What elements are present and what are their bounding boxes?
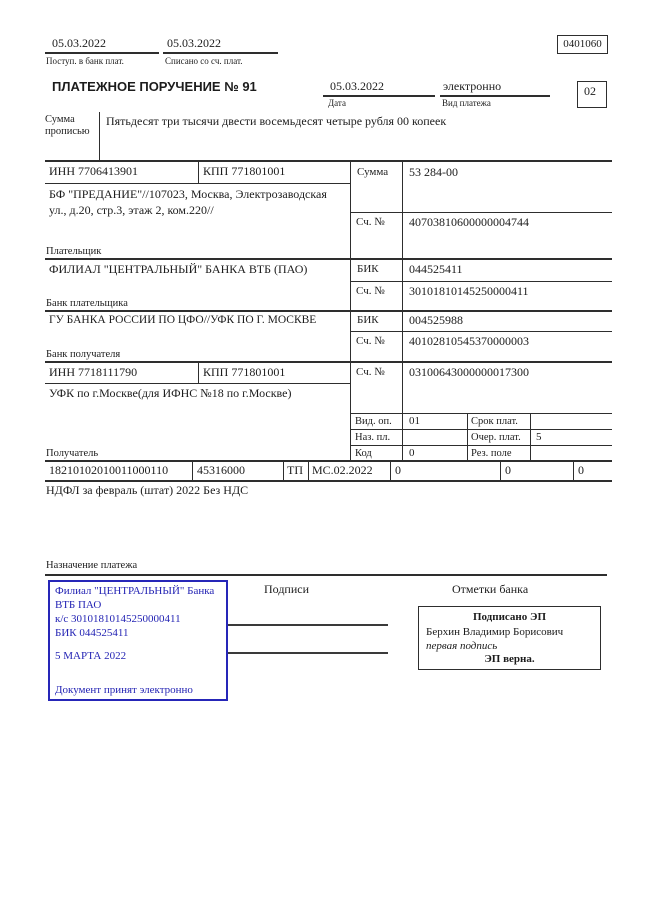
section-border-beneficiary [45, 460, 612, 462]
tax-row-divider-1 [192, 462, 193, 480]
payer-bank-label: Банк плательщика [46, 298, 128, 309]
payment-kind-value: электронно [443, 79, 502, 93]
section-border-payer-bank [45, 310, 612, 312]
section-border-purpose [45, 574, 607, 576]
tax-row-divider-4 [390, 462, 391, 480]
received-in-bank-label: Поступ. в банк плат. [46, 56, 124, 66]
amount-words-divider [99, 112, 100, 161]
inn-kpp-divider-beneficiary [198, 363, 199, 383]
beneficiary-bank-bik-label: БИК [357, 314, 379, 326]
payer-status-box: 02 [577, 81, 607, 108]
payer-name: БФ "ПРЕДАНИЕ"//107023, Москва, Электрозаводская ул., д.20, стр.3, этаж 2, ком.220// [49, 187, 327, 217]
inn-row-border-beneficiary [45, 383, 350, 384]
beneficiary-account-label: Сч. № [356, 366, 385, 378]
reserve-field-label: Рез. поле [471, 448, 512, 459]
beneficiary-label: Получатель [46, 448, 99, 459]
tax-row-doc-number: 0 [395, 463, 401, 477]
beneficiary-name: УФК по г.Москве(для ИФНС №18 по г.Москве) [49, 386, 292, 400]
beneficiary-bank-label: Банк получателя [46, 349, 121, 360]
inn-row-border-payer [45, 183, 350, 184]
beneficiary-bank-row-divider [350, 331, 612, 332]
esign-verified-note: ЭП верна. [484, 653, 535, 665]
payer-bank-bik-value: 044525411 [409, 262, 463, 276]
tax-row-doc-date: 0 [505, 463, 511, 477]
payment-kind-underline [440, 95, 550, 97]
payer-bank-account-value: 30101810145250000411 [409, 284, 529, 298]
tax-row-period: МС.02.2022 [312, 463, 373, 477]
order-of-payment-label: Очер. плат. [471, 432, 521, 443]
tax-row-divider-3 [308, 462, 309, 480]
beneficiary-bank-account-value: 40102810545370000003 [409, 334, 529, 348]
payer-kpp: КПП 771801001 [203, 164, 286, 178]
tax-row-divider-5 [500, 462, 501, 480]
due-date-label: Срок плат. [471, 416, 518, 427]
payer-account-value: 40703810600000004744 [409, 215, 529, 229]
stamp-date: 5 МАРТА 2022 [55, 650, 127, 662]
tax-row-kbk: 18210102010011000110 [49, 463, 169, 477]
sum-label: Сумма [357, 166, 389, 178]
beneficiary-kpp: КПП 771801001 [203, 365, 286, 379]
payer-bank-account-label: Сч. № [356, 285, 385, 297]
op-type-value: 01 [409, 415, 420, 427]
stamp-bik: БИК 044525411 [55, 627, 129, 639]
inn-kpp-divider-payer [198, 162, 199, 183]
op-type-label: Вид. оп. [355, 416, 392, 427]
section-border-beneficiary-bank [45, 361, 612, 363]
grid-vline-2 [530, 413, 531, 460]
section-border-tax-row [45, 480, 612, 482]
bank-stamp-box [48, 580, 228, 701]
amount-words-label: Сумма прописью [45, 114, 90, 138]
section-border-payer [45, 258, 612, 260]
payer-bank-name: ФИЛИАЛ "ЦЕНТРАЛЬНЫЙ" БАНКА ВТБ (ПАО) [49, 262, 308, 276]
grid-hline-2 [350, 429, 612, 430]
payment-purpose-text: НДФЛ за февраль (штат) 2022 Без НДС [46, 483, 249, 497]
sum-account-divider [350, 212, 612, 213]
payer-label: Плательщик [46, 246, 102, 257]
grid-hline-3 [350, 445, 612, 446]
beneficiary-bank-name: ГУ БАНКА РОССИИ ПО ЦФО//УФК ПО Г. МОСКВЕ [49, 314, 317, 326]
signature-line-2 [228, 652, 388, 654]
electronic-signature-box [418, 606, 601, 670]
grid-vline-1 [467, 413, 468, 460]
stamp-corr-account: к/с 30101810145250000411 [55, 613, 181, 625]
tax-row-oktmo: 45316000 [197, 463, 245, 477]
tax-row-divider-2 [283, 462, 284, 480]
debited-date: 05.03.2022 [167, 36, 221, 50]
pay-purpose-code-label: Наз. пл. [355, 432, 391, 443]
beneficiary-bank-bik-value: 004525988 [409, 313, 463, 327]
payer-bank-bik-label: БИК [357, 263, 379, 275]
document-date: 05.03.2022 [330, 79, 384, 93]
tax-row-basis: ТП [287, 463, 303, 477]
code-label: Код [355, 448, 372, 459]
esign-signature-role: первая подпись [426, 640, 498, 652]
beneficiary-bank-account-label: Сч. № [356, 335, 385, 347]
form-code-box: 0401060 [557, 35, 608, 54]
payment-kind-label: Вид платежа [442, 98, 491, 108]
date-label: Дата [328, 98, 346, 108]
debited-label: Списано со сч. плат. [165, 56, 243, 66]
sum-value: 53 284-00 [409, 165, 458, 179]
beneficiary-inn: ИНН 7718111790 [49, 365, 138, 379]
section-border-amount [45, 160, 612, 162]
order-of-payment-value: 5 [536, 431, 542, 443]
payer-inn: ИНН 7706413901 [49, 164, 138, 178]
stamp-bank-name-line2: ВТБ ПАО [55, 599, 102, 611]
tax-row-type: 0 [578, 463, 584, 477]
amount-words-value: Пятьдесят три тысячи двести восемьдесят четыре рубля 00 копеек [106, 114, 447, 128]
tax-row-divider-6 [573, 462, 574, 480]
debited-date-underline [163, 52, 278, 54]
signatures-header: Подписи [264, 582, 310, 596]
payment-purpose-label: Назначение платежа [46, 560, 138, 571]
beneficiary-account-value: 03100643000000017300 [409, 365, 529, 379]
document-title: ПЛАТЕЖНОЕ ПОРУЧЕНИЕ № 91 [52, 79, 257, 94]
date-underline [323, 95, 435, 97]
grid-hline-1 [350, 413, 612, 414]
payer-bank-row-divider [350, 281, 612, 282]
received-date-underline [45, 52, 159, 54]
esign-signer-name: Берхин Владимир Борисович [426, 626, 564, 638]
signature-line-1 [228, 624, 388, 626]
esign-title: Подписано ЭП [472, 611, 547, 623]
payer-account-label: Сч. № [356, 216, 385, 228]
received-in-bank-date: 05.03.2022 [52, 36, 106, 50]
stamp-accepted-note: Документ принят электронно [55, 684, 193, 696]
stamp-bank-name-line1: Филиал "ЦЕНТРАЛЬНЫЙ" Банка [55, 585, 215, 597]
code-value: 0 [409, 447, 415, 459]
bank-marks-header: Отметки банка [452, 582, 529, 596]
